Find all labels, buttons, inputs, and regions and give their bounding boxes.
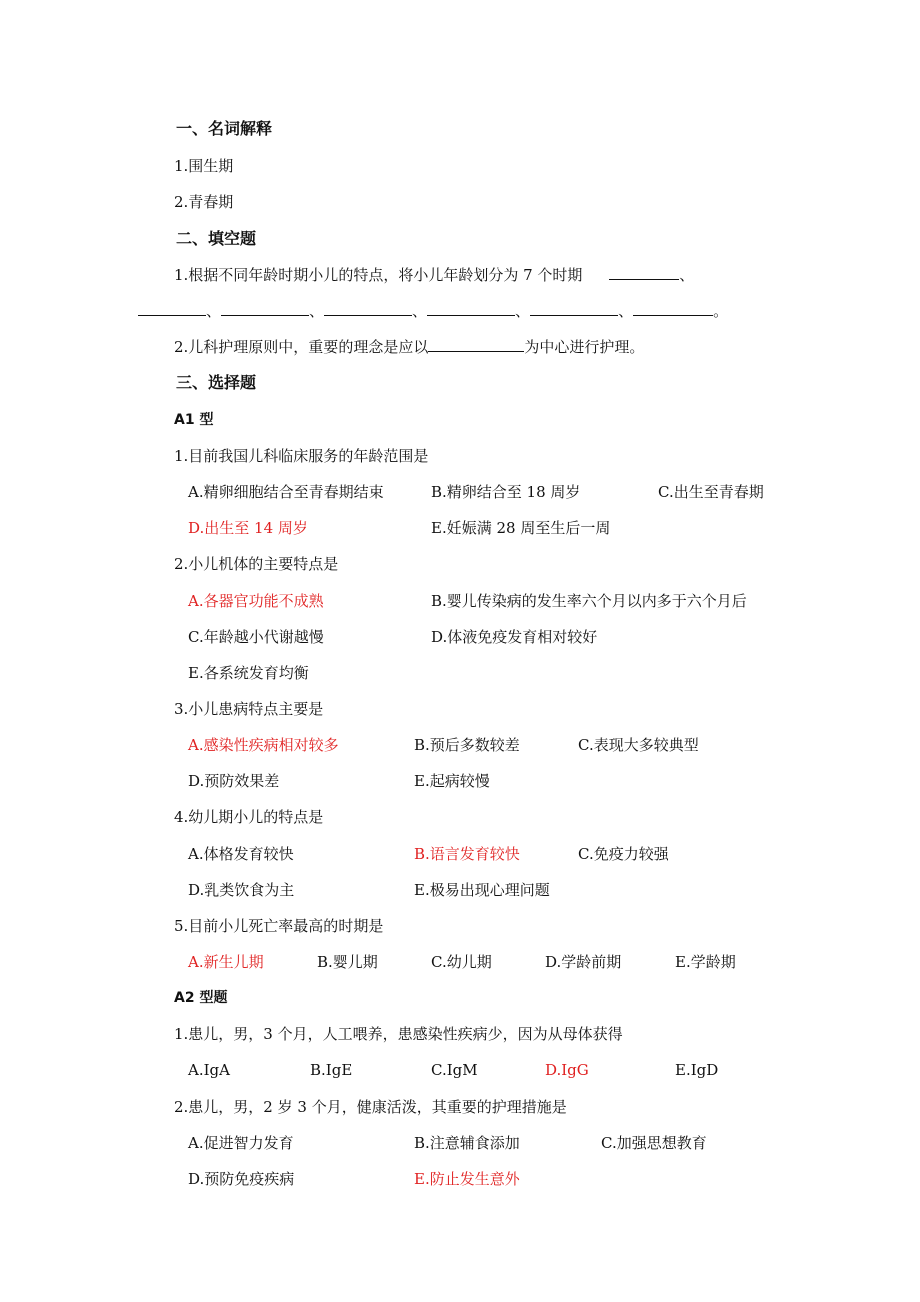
mcq-a2-2-option-a[interactable]: A.促进智力发育 [188,1134,294,1152]
fill-question-2-suffix: 为中心进行护理。 [524,338,645,356]
answer-blank[interactable] [221,301,309,316]
fill-question-1-text: 1.根据不同年龄时期小儿的特点，将小儿年龄划分为 7 个时期 [174,266,583,284]
blank-separator: 、 [515,302,531,320]
answer-blank[interactable] [324,301,412,316]
fill-question-2 [174,337,644,357]
mcq-a2-1-stem: 1.患儿，男，3 个月，人工喂养，患感染性疾病少，因为从母体获得 [174,1025,623,1043]
mcq-a1-4-option-b-correct[interactable]: B.语言发育较快 [414,845,520,863]
mcq-a1-4-stem: 4.幼儿期小儿的特点是 [174,808,324,826]
mcq-a1-3-option-d[interactable]: D.预防效果差 [188,772,280,790]
mcq-a2-1-option-c[interactable]: C.IgM [431,1061,478,1079]
mcq-a1-2-stem: 2.小儿机体的主要特点是 [174,555,339,573]
mcq-a1-1-option-a[interactable]: A.精卵细胞结合至青春期结束 [188,483,384,501]
mcq-a2-1-option-e[interactable]: E.IgD [675,1061,719,1079]
mcq-a2-2-option-c[interactable]: C.加强思想教育 [601,1134,707,1152]
a1-type-label: A1 型 [174,412,214,428]
fill-question-2-prefix: 2.儿科护理原则中，重要的理念是应以 [174,338,429,356]
mcq-a2-2-option-d[interactable]: D.预防免疫疾病 [188,1170,295,1188]
mcq-a1-4-option-d[interactable]: D.乳类饮食为主 [188,881,295,899]
mcq-a2-1-option-d-correct[interactable]: D.IgG [545,1061,589,1079]
mcq-a1-4-option-e[interactable]: E.极易出现心理问题 [414,881,550,899]
blank-separator: 、 [618,302,634,320]
blank-separator: 、 [206,302,222,320]
mcq-a1-5-option-e[interactable]: E.学龄期 [675,953,736,971]
mcq-a2-2-option-e-correct[interactable]: E.防止发生意外 [414,1170,520,1188]
mcq-a1-3-option-c[interactable]: C.表现大多较典型 [578,736,699,754]
mcq-a1-1-option-c[interactable]: C.出生至青春期 [658,483,764,501]
mcq-a1-2-option-a-correct[interactable]: A.各器官功能不成熟 [188,592,324,610]
answer-blank[interactable] [427,301,515,316]
answer-blank[interactable] [428,337,524,352]
mcq-a1-1-option-e[interactable]: E.妊娠满 28 周至生后一周 [431,519,611,537]
mcq-a2-1-option-a[interactable]: A.IgA [188,1061,230,1079]
mcq-a1-5-option-c[interactable]: C.幼儿期 [431,953,492,971]
mcq-a1-2-option-e[interactable]: E.各系统发育均衡 [188,664,309,682]
mcq-a1-3-stem: 3.小儿患病特点主要是 [174,700,324,718]
mcq-a1-3-option-e[interactable]: E.起病较慢 [414,772,490,790]
section-heading-terms: 一、名词解释 [176,119,273,138]
answer-blank[interactable] [530,301,618,316]
answer-blank[interactable] [609,265,679,280]
answer-blank[interactable] [633,301,713,316]
answer-blank[interactable] [138,301,206,316]
term-item-1: 1.围生期 [174,157,234,175]
mcq-a1-4-option-a[interactable]: A.体格发育较快 [188,845,294,863]
fill-question-1 [174,265,694,285]
mcq-a1-4-option-c[interactable]: C.免疫力较强 [578,845,669,863]
section-heading-fill-blank: 二、填空题 [176,229,257,248]
mcq-a1-1-option-d-correct[interactable]: D.出生至 14 周岁 [188,519,308,537]
section-heading-choice: 三、选择题 [176,373,257,392]
mcq-a2-2-option-b[interactable]: B.注意辅食添加 [414,1134,520,1152]
fill-question-1-blanks-row [138,301,728,321]
term-item-2: 2.青春期 [174,193,234,211]
blank-separator: 、 [679,266,695,284]
mcq-a1-2-option-d[interactable]: D.体液免疫发育相对较好 [431,628,598,646]
blank-separator: 、 [309,302,325,320]
mcq-a2-1-option-b[interactable]: B.IgE [310,1061,353,1079]
mcq-a2-2-stem: 2.患儿，男，2 岁 3 个月，健康活泼，其重要的护理措施是 [174,1098,567,1116]
mcq-a1-5-option-a-correct[interactable]: A.新生儿期 [188,953,264,971]
mcq-a1-3-option-b[interactable]: B.预后多数较差 [414,736,520,754]
mcq-a1-2-option-c[interactable]: C.年龄越小代谢越慢 [188,628,324,646]
a2-type-label: A2 型题 [174,990,228,1006]
mcq-a1-1-option-b[interactable]: B.精卵结合至 18 周岁 [431,483,581,501]
mcq-a1-5-stem: 5.目前小儿死亡率最高的时期是 [174,917,384,935]
blank-end: 。 [713,302,729,320]
mcq-a1-1-stem: 1.目前我国儿科临床服务的年龄范围是 [174,447,429,465]
mcq-a1-5-option-d[interactable]: D.学龄前期 [545,953,622,971]
blank-separator: 、 [412,302,428,320]
mcq-a1-2-option-b[interactable]: B.婴儿传染病的发生率六个月以内多于六个月后 [431,592,747,610]
mcq-a1-5-option-b[interactable]: B.婴儿期 [317,953,378,971]
mcq-a1-3-option-a-correct[interactable]: A.感染性疾病相对较多 [188,736,339,754]
